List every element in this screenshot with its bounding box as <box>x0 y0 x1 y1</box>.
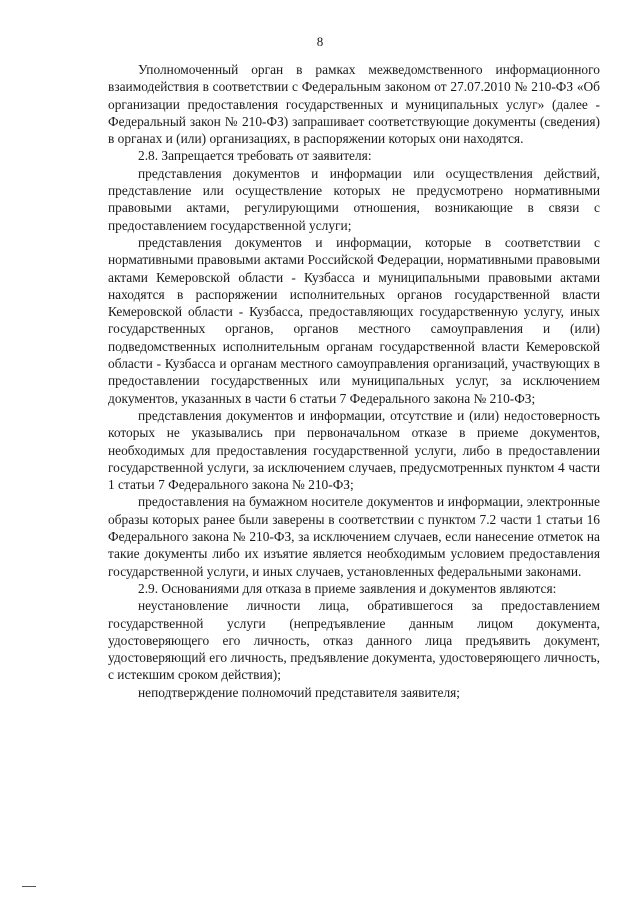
paragraph-interagency-request: Уполномоченный орган в рамках межведомственного информационного взаимодействия в соответствии с Федеральным законом от 27.07.2010 № 210-ФЗ «Об организации предоставления государственных и муниципальных услуг» (далее - Федеральный закон № 210-ФЗ) запрашивает соответствующие документы (сведения) в органах и (или) организациях, в распоряжении которых они находятся. <box>108 62 600 147</box>
paragraph-authority-not-confirmed: неподтверждение полномочий представителя заявителя; <box>138 684 461 700</box>
document-body <box>108 61 600 701</box>
paragraph-prohibited-documents: представления документов и информации, которые в соответствии с нормативными правовыми актами Российской Федерации, нормативными правовыми актами Кемеровской области - Кузбасса и муниципальными правовыми актами находятся в распоряжении исполнительных органов государственной власти Кемеровской области - Кузбасса, предоставляющих государственную услугу, иных государственных органов, органов местного самоуправления и (или) подведомственных исполнительным органам государственной власти Кемеровской области - Кузбасса и органам местного самоуправления организаций, участвующих в предоставлении государственных или муниципальных услуг, за исключением документов, указанных в части 6 статьи 7 Федерального закона № 210-ФЗ; <box>108 234 600 406</box>
section-2-8-heading: 2.8. Запрещается требовать от заявителя: <box>138 148 372 164</box>
section-2-9-heading: 2.9. Основаниями для отказа в приеме заявления и документов являются: <box>138 580 557 596</box>
paragraph-prohibited-actions: представления документов и информации или осуществления действий, представление или осуществление которых не предусмотрено нормативными правовыми актами, регулирующими отношения, возникающие в связи с предоставлением государственной услуги; <box>108 165 600 233</box>
paragraph-identity-not-established: неустановление личности лица, обратившегося за предоставлением государственной услуги (непредъявление данным лицом документа, удостоверяющего его личность, отказ данного лица предъявить документ, удостоверяющий его личность, предъявление документа, удостоверяющего личность, с истекшим сроком действия); <box>108 598 600 683</box>
paragraph-prohibited-unreported: представления документов и информации, отсутствие и (или) недостоверность которых не указывались при первоначальном отказе в приеме документов, необходимых для предоставления государственной услуги, либо в предоставлении государственной услуги, за исключением случаев, предусмотренных пунктом 4 части 1 статьи 7 Федерального закона № 210-ФЗ; <box>108 407 600 493</box>
page-number: 8 <box>316 34 324 49</box>
scan-corner-mark <box>22 886 36 887</box>
paragraph-prohibited-paper: предоставления на бумажном носителе документов и информации, электронные образы которых ранее были заверены в соответствии с пунктом 7.2 части 1 статьи 16 Федерального закона № 210-ФЗ, за исключением случаев, если нанесение отметок на такие документы либо их изъятие является необходимым условием предоставления государственной услуги, и иных случаев, установленных федеральными законами. <box>108 494 600 579</box>
